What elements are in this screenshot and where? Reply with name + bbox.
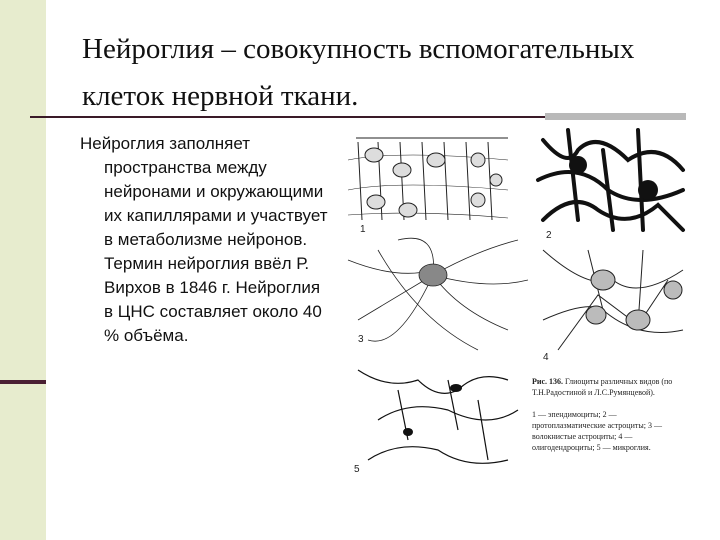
panel-ependymocytes: [348, 138, 508, 220]
panel-label-2: 2: [546, 230, 552, 241]
slide-body-text: Нейроглия заполняет пространства между нейронами и окружающими их капиллярами и участвует в метаболизме нейронов. Термин нейроглия ввёл Р. Вирхов в 1846 г. Нейроглия в ЦНС составляет около 40 % объёма.: [80, 134, 328, 345]
glia-figure: [338, 120, 692, 480]
left-decorative-band: [0, 0, 46, 540]
caption-legend: 1 — эпендимоциты; 2 — протоплазматические астроциты; 3 — волокнистые астроциты; 4 — олигодендроциты; 5 — микроглия.: [532, 410, 662, 452]
figure-caption: [532, 376, 690, 453]
panel-microglia: [358, 370, 518, 463]
panel-label-4: 4: [543, 352, 549, 363]
caption-title: Глиоциты различных видов (по Т.Н.Радостиной и Л.С.Румянцевой).: [532, 377, 673, 397]
caption-number: Рис. 136.: [532, 377, 564, 386]
panel-fibrous-astrocytes: [348, 238, 528, 350]
panel-label-5: 5: [354, 464, 360, 475]
panel-label-1: 1: [360, 224, 366, 235]
panel-label-3: 3: [358, 334, 364, 345]
panel-protoplasmic-astrocytes: [538, 130, 683, 230]
slide-title: Нейроглия – совокупность вспомогательных клеток нервной ткани.: [82, 33, 635, 112]
left-accent-bar: [0, 380, 46, 384]
panel-oligodendrocytes: [543, 250, 683, 350]
